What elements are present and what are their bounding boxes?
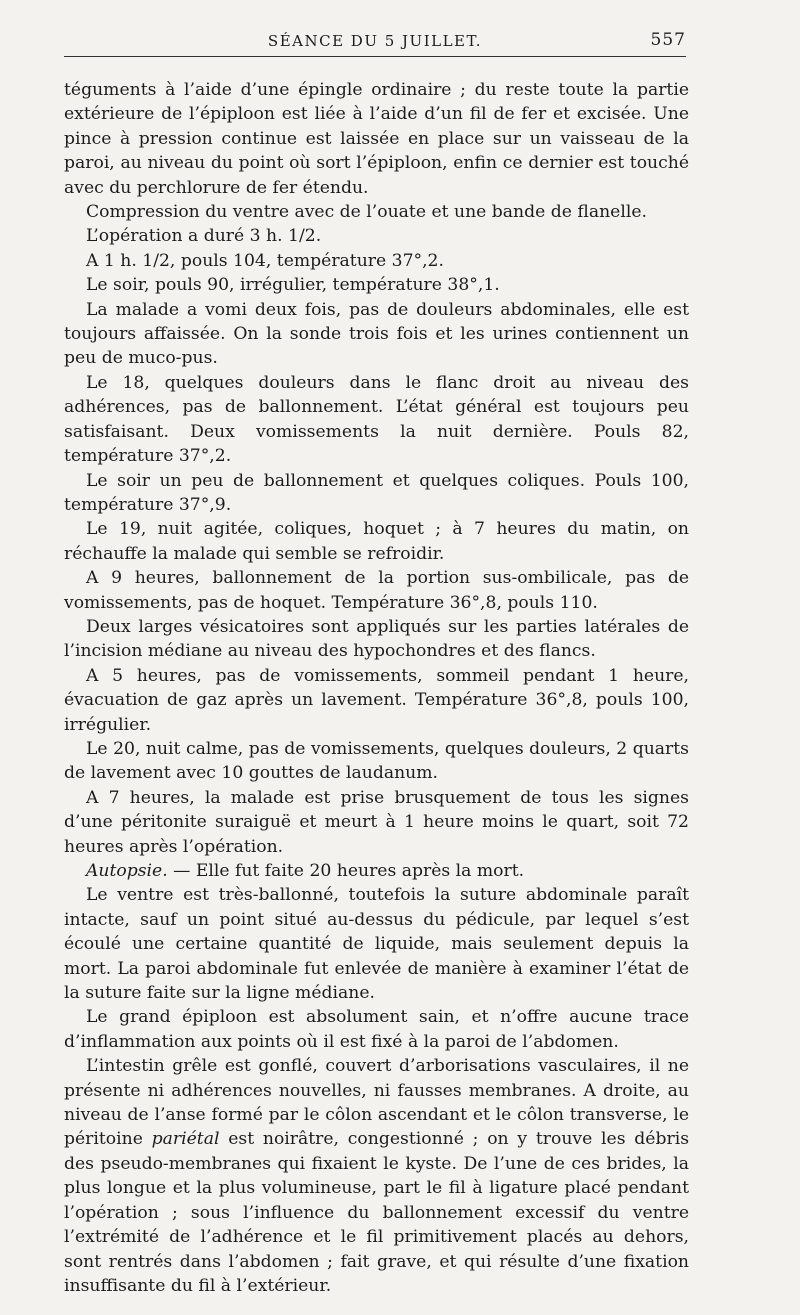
text-run: est noirâtre, congestionné ; on y trouve les débris des pseudo-membranes qui fixaient le kyste. De l’une de ces brides, la plus longue et la plus volumineuse, part le fil à ligature placé pendant l’opération ; sous l’influence du ballonnement excessif du ventre l’extrémité de l’adhérence et le fil primitivement placés au dehors, sont rentrés dans l’abdomen ; fait grave, et qui résulte d’une fixation insuffisante du fil à l’extérieur. — [64, 1129, 690, 1296]
paragraph: Le 18, quelques douleurs dans le flanc droit au niveau des adhérences, pas de ballonnement. L’état général est toujours peu satisfaisant. Deux vomissements la nuit dernière. Pouls 82, température 37°,2. — [64, 372, 689, 467]
paragraph: A 9 heures, ballonnement de la portion sus-ombilicale, pas de vomissements, pas de hoquet. Température 36°,8, pouls 110. — [64, 568, 689, 613]
paragraph-autopsie — [64, 859, 689, 883]
paragraph: Le grand épiploon est absolument sain, et n’offre aucune trace d’inflammation aux points où il est fixé à la paroi de l’abdomen. — [64, 1007, 689, 1052]
paragraph: A 1 h. 1/2, pouls 104, température 37°,2. — [86, 250, 444, 271]
paragraph: Le soir, pouls 90, irrégulier, température 38°,1. — [86, 275, 500, 296]
paragraph: Le ventre est très-ballonné, toutefois la suture abdominale paraît intacte, sauf un point situé au-dessus du pédicule, par lequel s’est écoulé une certaine quantité de liquide, mais seulement depuis la mort. La paroi abdominale fut enlevée de manière à examiner l’état de la suture faite sur la ligne médiane. — [64, 885, 689, 1004]
paragraph: Compression du ventre avec de l’ouate et une bande de flanelle. — [86, 202, 647, 223]
paragraph: Deux larges vésicatoires sont appliqués sur les parties latérales de l’incision médiane au niveau des hypochondres et des flancs. — [64, 616, 689, 662]
paragraph: Le soir un peu de ballonnement et quelques coliques. Pouls 100, température 37°,9. — [64, 470, 689, 515]
paragraph-intestin — [64, 1054, 689, 1298]
paragraph: téguments à l’aide d’une épingle ordinaire ; du reste toute la partie extérieure de l’épiploon est liée à l’aide d’un fil de fer et excisée. Une pince à pression continue est laissée en place sur un vaisseau de la paroi, au niveau du point où sort l’épiploon, enfin ce dernier est touché avec du perchlorure de fer étendu. — [64, 80, 689, 198]
paragraph: L’opération a duré 3 h. 1/2. — [86, 226, 322, 247]
paragraph: A 5 heures, pas de vomissements, sommeil pendant 1 heure, évacuation de gaz après un lavement. Température 36°,8, pouls 100, irrégulier. — [64, 665, 689, 735]
page-number: 557 — [650, 30, 686, 50]
paragraph: A 7 heures, la malade est prise brusquement de tous les signes d’une péritonite suraiguë et meurt à 1 heure moins le quart, soit 72 heures après l’opération. — [64, 787, 689, 857]
body-text — [64, 78, 689, 1298]
paragraph: Le 20, nuit calme, pas de vomissements, quelques douleurs, 2 quarts de lavement avec 10 gouttes de laudanum. — [64, 738, 689, 784]
running-header — [64, 26, 686, 57]
autopsie-label: Autopsie. — [86, 861, 168, 881]
paragraph: La malade a vomi deux fois, pas de douleurs abdominales, elle est toujours affaissée. On la sonde trois fois et les urines contiennent un peu de muco-pus. — [64, 299, 689, 369]
running-title: SÉANCE DU 5 JUILLET. — [267, 32, 483, 50]
text-run: L’intestin grêle est gonflé, couvert d’arborisations vasculaires, il ne présente ni adhérences nouvelles, ni fausses membranes. A droite, au niveau de l’anse formé par le côlon ascendant et le côlon transverse, le péritoine — [64, 1056, 689, 1150]
paragraph: Le 19, nuit agitée, coliques, hoquet ; à 7 heures du matin, on réchauffe la malade qui semble se refroidir. — [64, 519, 689, 564]
italic-word: pariétal — [151, 1129, 220, 1150]
autopsie-text: — Elle fut faite 20 heures après la mort. — [167, 861, 525, 881]
